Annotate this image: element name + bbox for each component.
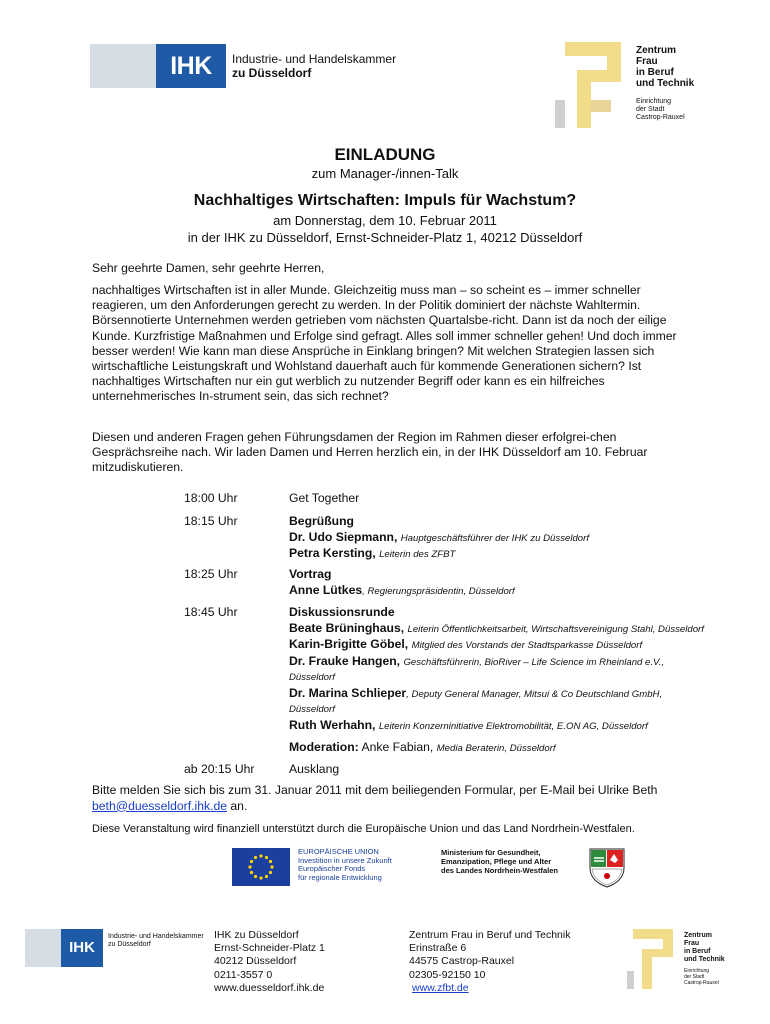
ihk-logo-grey-block <box>90 44 158 88</box>
moderator-name: Anke Fabian, <box>358 740 434 754</box>
eu-logo-text <box>298 848 392 882</box>
footer-website: www.duesseldorf.ihk.de <box>214 981 325 994</box>
footer-address-line: IHK zu Düsseldorf <box>214 929 299 941</box>
moderation-line <box>289 740 770 757</box>
footer-address-line: Erinstraße 6 <box>409 942 467 955</box>
speaker-line <box>289 530 770 547</box>
ihk-logo-mark: IHK <box>156 44 226 88</box>
program-item-discussion <box>289 605 770 757</box>
footer-zfbt-sub-line: Castrop-Rauxel <box>684 980 719 986</box>
speaker-name: Dr. Udo Siepmann, <box>289 529 398 544</box>
speaker-name: Ruth Werhahn, <box>289 717 376 732</box>
intro-paragraph: nachhaltiges Wirtschaften ist in aller Munde. Gleichzeitig muss man – so scheint es – immer schneller reagieren, um den Anforderungen gerecht zu werden. In der Politik dominiert der nächste Wahltermin. Börsennotierte Unternehmen werden getrieben vom nächsten Quartalsbe-richt. Dann ist da noch der eilige Kunde. Kurzfristige Maßnahmen und Erfolge sind gefragt. Alles soll immer schneller gehen! Und doch immer besser werden! Wie kann man diese Ansprüche in Einklang bringen? Mit welchen Strategien lassen sich wirtschaftliche Leistungskraft und Wohlstand dauerhaft auch für kommende Generationen sichern? Ist nachhaltiges Wirtschaften nur ein gut werblich zu nutzender Begriff oder kann es ein hilfreiches unternehmerisches In-strument sein, das sich rechnet? <box>92 283 677 404</box>
footer-ihk-name <box>108 933 204 949</box>
footer-ihk-address <box>214 929 325 995</box>
invitation-paragraph: Diesen und anderen Fragen gehen Führungsdamen der Region im Rahmen dieser erfolgrei-chen Gesprächsreihe nach. Wir laden Damen und Herren herzlich ein, in der IHK Düsseldorf am 10. Februar mitzudiskutieren. <box>92 430 648 475</box>
program-item-heading: Diskussionsrunde <box>289 605 395 619</box>
zfbt-logo <box>555 42 631 128</box>
registration-email-link[interactable]: beth@duesseldorf.ihk.de <box>92 798 228 813</box>
footer-zfbt-subtitle <box>684 968 719 986</box>
speaker-role-continued: Düsseldorf <box>289 704 335 715</box>
speaker-line <box>289 583 770 600</box>
speaker-role: , Deputy General Manager, Mitsui & Co Deutschland GmbH, <box>406 688 663 700</box>
footer-zfbt-address <box>409 929 570 995</box>
footer-ihk-logo-grey-block <box>25 929 61 967</box>
footer-zfbt-line: und Technik <box>684 956 725 963</box>
eu-line: Europäischer Fonds <box>298 864 366 873</box>
nrw-line: Emanzipation, Pflege und Alter <box>441 857 552 866</box>
registration-text-end: an. <box>227 798 248 813</box>
ihk-name-line1: Industrie- und Handelskammer <box>232 52 397 66</box>
eu-line: Investition in unsere Zukunft <box>298 855 392 865</box>
speaker-line <box>289 718 770 735</box>
program-item-welcome <box>289 514 770 563</box>
zfbt-line: und Technik <box>636 78 695 89</box>
greeting: Sehr geehrte Damen, sehr geehrte Herren, <box>92 261 325 275</box>
footer-address-line: Zentrum Frau in Beruf und Technik <box>409 929 571 941</box>
footer-phone: 0211-3557 0 <box>214 968 273 981</box>
footer-address-line: 40212 Düsseldorf <box>214 955 297 968</box>
program-time: 18:25 Uhr <box>184 567 238 581</box>
footer-zfbt-line: Frau <box>684 940 700 947</box>
speaker-name: Karin-Brigitte Göbel, <box>289 637 409 651</box>
speaker-role-continued: Düsseldorf <box>289 672 335 683</box>
footer-address-line: 44575 Castrop-Rauxel <box>409 955 515 968</box>
footer-zfbt-sub-line: Einrichtung <box>684 968 710 974</box>
footer-phone: 02305-92150 10 <box>409 968 486 981</box>
zfbt-name <box>636 45 694 89</box>
speaker-role: Leiterin Öffentlichkeitsarbeit, Wirtschaftsvereinigung Stahl, Düsseldorf <box>407 623 704 635</box>
footer-zfbt-name <box>684 932 725 964</box>
registration-note <box>92 783 692 814</box>
nrw-ministry-text <box>441 848 558 875</box>
program-item-heading: Vortrag <box>289 567 332 581</box>
invitation-heading: EINLADUNG <box>334 145 436 164</box>
program-time: 18:15 Uhr <box>184 514 238 528</box>
moderation-label: Moderation: <box>289 740 359 754</box>
program-item-heading: Begrüßung <box>289 514 354 528</box>
footer-zfbt-sub-line: der Stadt <box>684 974 705 980</box>
ihk-name <box>232 52 396 80</box>
program-item-talk <box>289 567 770 599</box>
footer-ihk-logo-mark: IHK <box>61 929 103 967</box>
funding-note: Diese Veranstaltung wird finanziell unterstützt durch die Europäische Union und das Land Nordrhein-Westfalen. <box>92 823 635 835</box>
speaker-name: Dr. Frauke Hangen, <box>289 653 401 668</box>
footer-zfbt-line: in Beruf <box>684 948 711 955</box>
program-time: ab 20:15 Uhr <box>184 762 255 776</box>
footer-ihk-name-line2: zu Düsseldorf <box>108 941 151 948</box>
event-title: Nachhaltiges Wirtschaften: Impuls für Wachstum? <box>193 192 577 209</box>
speaker-role: Geschäftsführerin, BioRiver – Life Science im Rheinland e.V., <box>403 656 665 668</box>
footer-address-line: Ernst-Schneider-Platz 1 <box>214 942 325 955</box>
speaker-name: Anne Lütkes <box>289 582 363 597</box>
speaker-role: Leiterin Konzerninitiative Elektromobilität, E.ON AG, Düsseldorf <box>378 720 648 732</box>
program-time: 18:00 Uhr <box>184 491 238 505</box>
speaker-line <box>289 654 770 671</box>
speaker-line <box>289 686 770 703</box>
eu-line: EUROPÄISCHE UNION <box>298 847 379 856</box>
speaker-role: Leiterin des ZFBT <box>379 549 456 560</box>
speaker-name: Petra Kersting, <box>289 546 376 560</box>
speaker-line <box>289 621 770 638</box>
moderator-role: Media Beraterin, Düsseldorf <box>436 743 556 754</box>
speaker-line <box>289 637 770 654</box>
nrw-line: Ministerium für Gesundheit, <box>441 848 541 857</box>
speaker-role: Hauptgeschäftsführer der IHK zu Düsseldorf <box>400 532 589 544</box>
nrw-line: des Landes Nordrhein-Westfalen <box>441 866 558 875</box>
footer-zfbt-logo <box>627 929 679 989</box>
program-item-get-together: Get Together <box>289 491 360 505</box>
event-location: in der IHK zu Düsseldorf, Ernst-Schneider-Platz 1, 40212 Düsseldorf <box>187 230 583 245</box>
invitation-subtitle: zum Manager-/innen-Talk <box>311 166 459 181</box>
speaker-role: , Regierungspräsidentin, Düsseldorf <box>362 585 515 597</box>
zfbt-sub-line: Einrichtung <box>636 98 672 105</box>
speaker-name: Dr. Marina Schlieper <box>289 685 407 700</box>
eu-line: für regionale Entwicklung <box>298 872 382 882</box>
program-item-closing: Ausklang <box>289 762 340 776</box>
nrw-crest-icon <box>586 846 628 888</box>
speaker-line <box>289 546 770 563</box>
eu-flag-logo <box>232 848 290 886</box>
registration-text: Bitte melden Sie sich bis zum 31. Januar 2011 mit dem beiliegenden Formular, per E-Mail bei Ulrike Beth <box>92 783 658 797</box>
zfbt-subtitle <box>636 98 685 122</box>
zfbt-line: in Beruf <box>636 67 674 78</box>
footer-zfbt-line: Zentrum <box>684 932 712 939</box>
event-date: am Donnerstag, dem 10. Februar 2011 <box>273 213 497 228</box>
zfbt-sub-line: Castrop-Rauxel <box>636 114 685 121</box>
zfbt-sub-line: der Stadt <box>636 106 665 113</box>
zfbt-line: Frau <box>636 56 658 67</box>
ihk-name-line2: zu Düsseldorf <box>232 66 312 80</box>
speaker-role: Mitglied des Vorstands der Stadtsparkasse Düsseldorf <box>411 640 643 651</box>
speaker-name: Beate Brüninghaus, <box>289 620 405 635</box>
footer-zfbt-website-link[interactable]: www.zfbt.de <box>412 981 469 994</box>
footer-ihk-name-line1: Industrie- und Handelskammer <box>108 933 204 940</box>
program-time: 18:45 Uhr <box>184 605 238 619</box>
eu-stars-icon <box>232 848 290 886</box>
zfbt-line: Zentrum <box>636 45 676 56</box>
